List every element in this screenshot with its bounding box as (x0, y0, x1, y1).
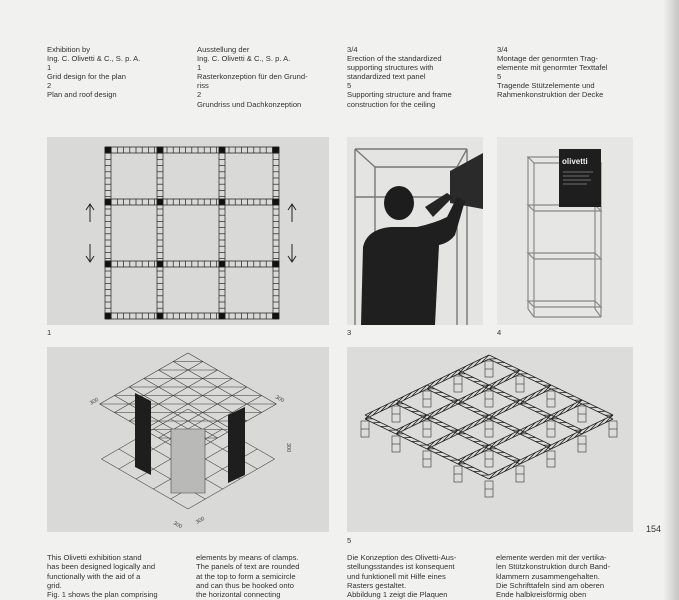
frame-truss (381, 404, 389, 412)
frame-truss (598, 419, 606, 427)
wall-panel-left (135, 393, 151, 475)
frame-truss (443, 404, 451, 412)
frame-truss (551, 441, 559, 449)
person-body (361, 197, 465, 325)
arrow-down-left-icon (86, 244, 94, 262)
frame-truss (590, 423, 598, 431)
grid-node (105, 199, 111, 205)
wall-panel-right (228, 407, 245, 483)
grid-node (157, 199, 163, 205)
figure-5-ceiling-frame (347, 347, 633, 532)
figure-3-number: 3 (347, 328, 352, 337)
frame-truss (466, 423, 474, 431)
figure-4-photo (497, 137, 633, 325)
frame-truss (474, 359, 482, 367)
dim-top-left: 300 (89, 396, 100, 407)
frame-truss (474, 449, 482, 457)
grid-node (273, 313, 279, 319)
frame-truss (567, 434, 575, 442)
frame-truss (466, 363, 474, 371)
body-text-english-col-2: elements by means of clamps. The panels of text are rounded at the top to form a semicircle and can thus be hooked onto the horizontal connecting (196, 553, 300, 600)
page-edge-shadow (663, 0, 679, 600)
photo-tower-drawing (497, 137, 633, 325)
frame-truss (536, 449, 544, 457)
dim-bottom-left: 300 (172, 520, 183, 531)
dim-right: 300 (285, 443, 291, 453)
frame-truss (497, 408, 505, 416)
ceiling-frame-drawing (347, 347, 633, 532)
frame-truss (536, 419, 544, 427)
frame-truss (528, 393, 536, 401)
figure-5-number: 5 (347, 536, 352, 545)
figure-2-isometric-plan (47, 347, 329, 532)
frame-truss (559, 438, 567, 446)
frame-truss (435, 408, 443, 416)
isometric-plan-drawing (47, 347, 329, 532)
caption-english-1-2: Exhibition by Ing. C. Olivetti & C., S. p. A. 1 Grid design for the plan 2 Plan and roof design (47, 45, 141, 100)
arrow-up-left-icon (86, 204, 94, 222)
frame-truss (404, 393, 412, 401)
frame-truss (505, 404, 513, 412)
frame-truss (404, 423, 412, 431)
grid-node (219, 313, 225, 319)
frame-truss (536, 389, 544, 397)
frame-truss (373, 408, 381, 416)
frame-truss (567, 404, 575, 412)
frame-truss (582, 426, 590, 434)
frame-truss (559, 408, 567, 416)
sign-title: olivetti (562, 157, 588, 166)
caption-german-3-5: 3/4 Montage der genormten Trag- elemente mit genormter Texttafel 5 Tragende Stützelemente und Rahmenkonstruktion der Decke (497, 45, 608, 100)
figure-1-grid-plan (47, 137, 329, 325)
body-text-german-col-1: Die Konzeption des Olivetti-Aus- stellungsstandes ist konsequent und funktionell mit Hilfe eines Rasters gestaltet. Abbildung 1 zeigt die Plaquen (347, 553, 457, 600)
grid-node (105, 313, 111, 319)
grid-node (273, 199, 279, 205)
grid-node (157, 261, 163, 267)
frame-truss (466, 393, 474, 401)
frame-truss (443, 434, 451, 442)
frame-truss (474, 389, 482, 397)
frame-truss (497, 378, 505, 386)
caption-english-3-5: 3/4 Erection of the standardized supporting structures with standardized text panel 5 Supporting structure and frame construction for the ceiling (347, 45, 452, 109)
grid-node (219, 199, 225, 205)
grid-node (219, 261, 225, 267)
grid-node (105, 261, 111, 267)
frame-truss (497, 438, 505, 446)
arrow-down-right-icon (288, 244, 296, 262)
figure-3-photo (347, 137, 483, 325)
grid-node (157, 147, 163, 153)
frame-truss (474, 419, 482, 427)
figure-4-number: 4 (497, 328, 502, 337)
grid-node (273, 261, 279, 267)
dim-bottom-right: 300 (195, 515, 206, 526)
grid-plan-drawing (47, 137, 329, 325)
frame-truss (412, 389, 420, 397)
arrows-group (86, 204, 296, 262)
center-panel-grey (171, 429, 205, 493)
grid-node (157, 313, 163, 319)
grid-node (105, 147, 111, 153)
grid-node (219, 147, 225, 153)
figure-1-number: 1 (47, 328, 52, 337)
body-text-english-col-1: This Olivetti exhibition stand has been designed logically and functionally with the aid of a grid. Fig. 1 shows the plan comprising (47, 553, 158, 600)
frame-truss (528, 423, 536, 431)
frame-truss (505, 374, 513, 382)
caption-german-1-2: Ausstellung der Ing. C. Olivetti & C., S. p. A. 1 Rasterkonzeption für den Grund- riss 2 Grundriss und Dachkonzeption (197, 45, 308, 109)
frame-truss (505, 464, 513, 472)
frame-truss (435, 378, 443, 386)
photo-erection-drawing (347, 137, 483, 325)
frame-truss (443, 374, 451, 382)
frame-truss (466, 453, 474, 461)
arrow-up-right-icon (288, 204, 296, 222)
person-head (384, 186, 414, 220)
page-number: 154 (646, 524, 662, 534)
grid-node (273, 147, 279, 153)
frame-truss (520, 456, 528, 464)
frame-truss (497, 468, 505, 476)
body-text-german-col-2: elemente werden mit der vertika- len Stützkonstruktion durch Band- klammern zusammengehalten. Die Schrifttafeln sind am oberen Ende halbkreisförmig oben (496, 553, 610, 600)
frame-truss (489, 471, 497, 479)
frame-truss (528, 453, 536, 461)
frame-truss (505, 434, 513, 442)
frame-truss (412, 419, 420, 427)
frame-truss (435, 438, 443, 446)
dim-top-right: 300 (274, 394, 285, 405)
